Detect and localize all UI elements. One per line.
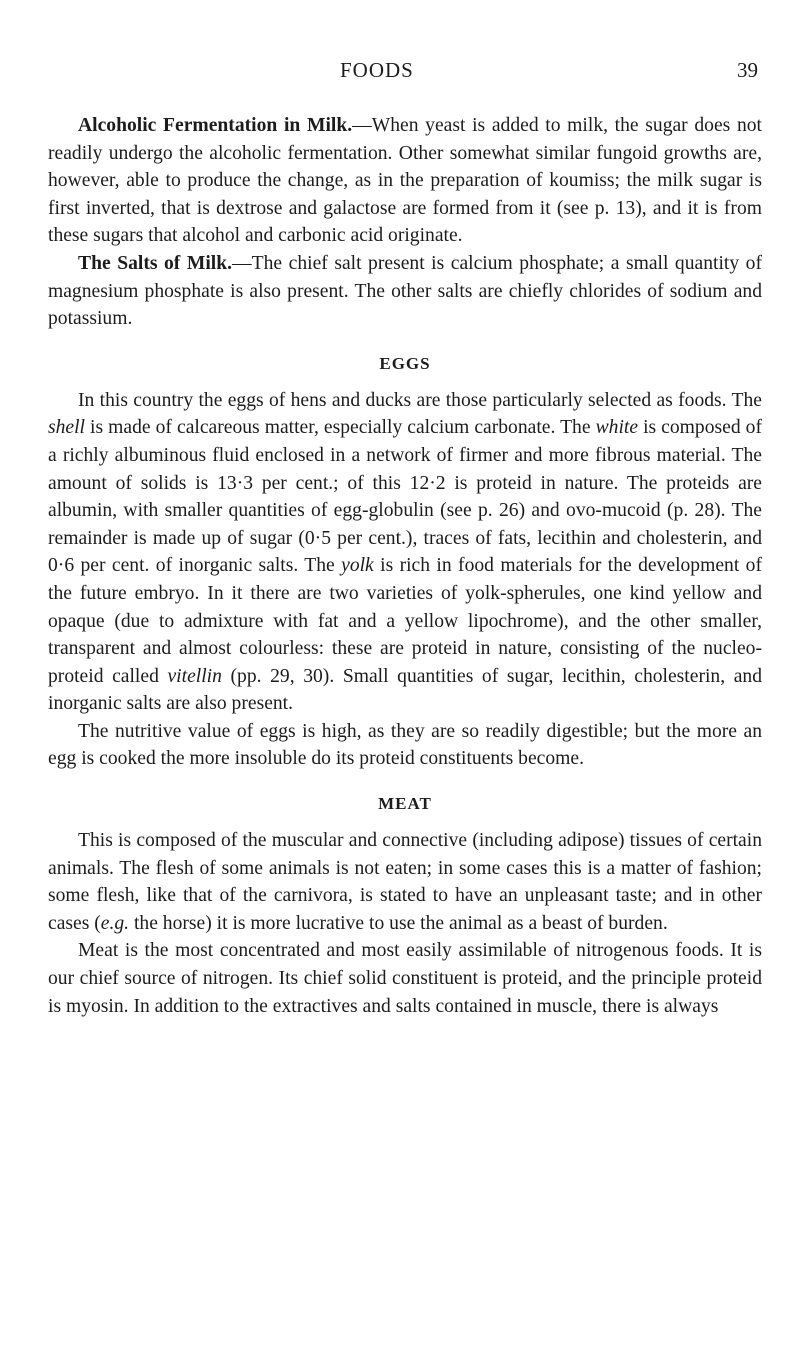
paragraph-salts-of-milk — [48, 250, 762, 333]
paragraph-text: —When yeast is added to milk, the sugar does not readily undergo the alcoholic fermentation. Other somewhat similar fungoid growths are, however, able to produce the change, as in the preparation of koumiss; the milk sugar is first inverted, that is dextrose and galactose are formed from it (see p. 13), and it is from these sugars that alcohol and carbonic acid originate. — [48, 115, 762, 247]
text-run: This is composed of the muscular and connective (including adipose) tissues of certain animals. The flesh of some animals is not eaten; in some cases this is a matter of fashion; some flesh, like that of the carnivora, is stated to have an unpleasant taste; and in other cases ( — [48, 830, 762, 934]
text-run: is composed of a richly albuminous fluid enclosed in a network of firmer and more fibrous material. The amount of solids is 13·3 per cent.; of this 12·2 is proteid in nature. The proteids are albumin, with smaller quantities of egg-globulin (see p. 26) and ovo-mucoid (p. 28). The remainder is made up of sugar (0·5 per cent.), traces of fats, lecithin and cholesterin, and 0·6 per cent. of inorganic salts. The — [48, 417, 762, 577]
running-title: FOODS — [340, 58, 414, 82]
text-run: is made of calcareous matter, especially calcium carbonate. The — [85, 417, 596, 439]
paragraph-text: —The chief salt present is calcium phosphate; a small quantity of magnesium phosphate is also present. The other salts are chiefly chlorides of sodium and potassium. — [48, 252, 762, 330]
term-yolk: yolk — [341, 555, 374, 577]
body-text — [48, 112, 762, 1020]
term-shell: shell — [48, 417, 86, 439]
section-heading-eggs: EGGS — [379, 353, 431, 373]
text-run: In this country the eggs of hens and ducks are those particularly selected as foods. The — [78, 389, 762, 411]
page-number: 39 — [737, 58, 758, 82]
text-run: (pp. 29, 30). Small quantities of sugar, lecithin, cholesterin, and inorganic salts are also present. — [48, 665, 763, 715]
section-heading-meat: MEAT — [378, 794, 432, 814]
run-in-heading-fermentation: Alcoholic Fermentation in Milk. — [78, 115, 353, 136]
paragraph-eggs-composition — [48, 387, 762, 718]
paragraph-meat-composition — [48, 827, 762, 937]
running-head — [0, 58, 801, 86]
term-vitellin: vitellin — [167, 665, 222, 687]
paragraph-eggs-nutritive-value: The nutritive value of eggs is high, as they are so readily digestible; but the more an egg is cooked the more insoluble do its proteid constituents become. — [48, 720, 762, 770]
term-eg: e.g. — [100, 912, 130, 934]
paragraph-alcoholic-fermentation — [48, 112, 762, 250]
paragraph-meat-nitrogen: Meat is the most concentrated and most easily assimilable of nitrogenous foods. It is our chief source of nitrogen. Its chief solid constituent is proteid, and the principle proteid is myosin. In addition to the extractives and salts contained in muscle, there is always — [48, 940, 762, 1017]
text-run: the horse) it is more lucrative to use the animal as a beast of burden. — [129, 912, 668, 934]
text-run: is rich in food materials for the development of the future embryo. In it there are two varieties of yolk-spherules, one kind yellow and opaque (due to admixture with fat and a yellow lipochrome), and the other smaller, transparent and almost colourless: these are proteid in nature, consisting of the nucleo-proteid called — [48, 555, 762, 687]
term-white: white — [595, 417, 639, 439]
run-in-heading-salts: The Salts of Milk. — [78, 252, 233, 274]
